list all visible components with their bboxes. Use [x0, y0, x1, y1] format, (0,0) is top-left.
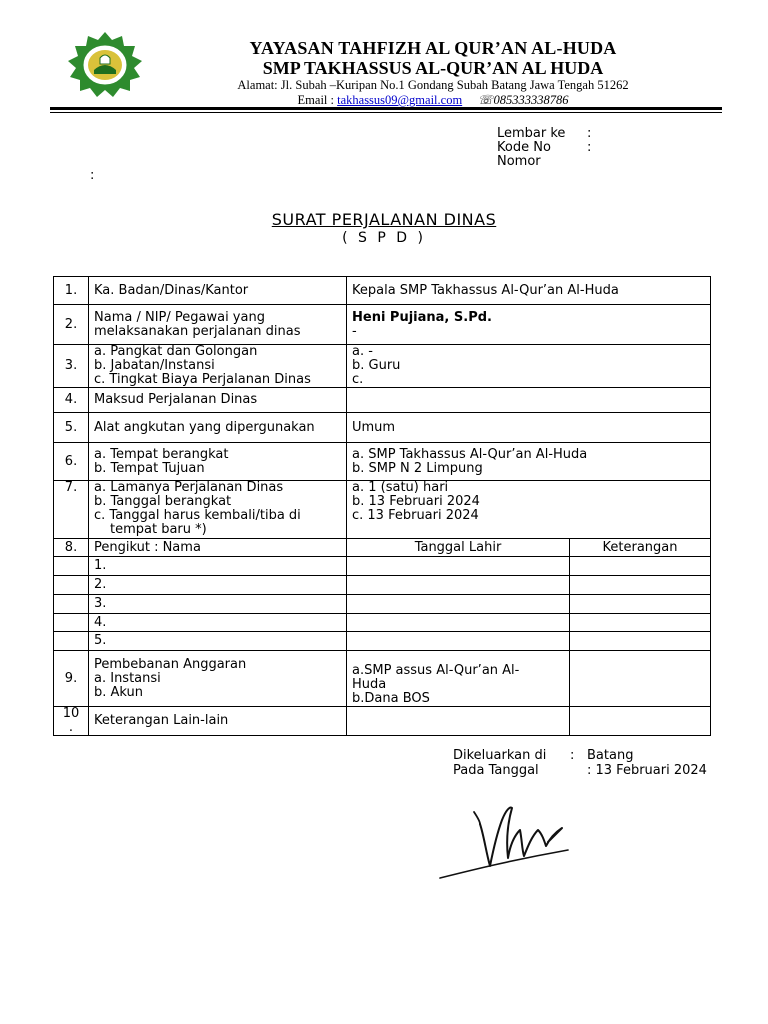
table-row	[54, 614, 711, 632]
nomor-colon: :	[90, 168, 95, 183]
table-row	[54, 595, 711, 614]
row-label-line: a. Pangkat dan Golongan	[94, 344, 258, 359]
row-label-line: tempat baru *)	[110, 522, 207, 537]
row-value-line: b. 13 Februari 2024	[352, 494, 480, 509]
row-label	[89, 443, 347, 481]
table-row	[54, 481, 711, 539]
email-label: Email :	[297, 93, 338, 107]
lembar-colon: :	[587, 126, 592, 141]
issued-place-colon: :	[570, 748, 575, 763]
traveler-nip: -	[352, 323, 357, 339]
issued-place-label: Dikeluarkan di	[453, 748, 547, 763]
row-value	[347, 388, 711, 413]
row-value: Umum	[347, 413, 711, 443]
row-number: 1.	[54, 277, 89, 305]
row-value-line: c. 13 Februari 2024	[352, 508, 479, 523]
table-row	[54, 632, 711, 651]
school-name: SMP TAKHASSUS AL-QUR’AN AL HUDA	[262, 58, 604, 78]
issued-place-value: Batang	[587, 748, 634, 763]
row-number	[54, 707, 89, 736]
row-value	[347, 481, 711, 539]
spd-table	[53, 276, 711, 736]
issued-date-value: : 13 Februari 2024	[587, 763, 707, 778]
document-subtitle: ( S P D )	[342, 230, 426, 246]
row-number: 8.	[54, 539, 89, 557]
issued-date-label: Pada Tanggal	[453, 763, 539, 778]
row-number: 3.	[54, 345, 89, 388]
row-label-line: c. Tanggal harus kembali/tiba di	[94, 508, 301, 523]
traveler-name: Heni Pujiana, S.Pd.	[352, 309, 492, 325]
row-label	[89, 305, 347, 345]
phone-number: 085333338786	[493, 93, 569, 107]
table-row	[54, 707, 711, 736]
table-row	[54, 651, 711, 707]
companion-item: 5.	[89, 632, 347, 651]
school-address: Alamat: Jl. Subah –Kuripan No.1 Gondang Subah Batang Jawa Tengah 51262	[237, 78, 629, 92]
foundation-name: YAYASAN TAHFIZH AL QUR’AN AL-HUDA	[249, 38, 617, 58]
nomor-label: Nomor	[497, 154, 541, 169]
empty-cell	[570, 595, 711, 614]
table-row	[54, 388, 711, 413]
row-label-line: a. Tempat berangkat	[94, 446, 229, 462]
row-value	[347, 305, 711, 345]
row-label-line: b. Tempat Tujuan	[94, 460, 205, 476]
kode-colon: :	[587, 140, 592, 155]
companion-item: 2.	[89, 576, 347, 595]
empty-cell	[347, 614, 570, 632]
empty-cell	[570, 614, 711, 632]
empty-cell	[570, 632, 711, 651]
row-label-line: Nama / NIP/ Pegawai yang	[94, 309, 265, 325]
table-row	[54, 557, 711, 576]
row-value-line: b. SMP N 2 Limpung	[352, 460, 483, 476]
companion-item: 3.	[89, 595, 347, 614]
column-header-birthdate: Tanggal Lahir	[347, 539, 570, 557]
empty-cell	[570, 707, 711, 736]
column-header-notes: Keterangan	[570, 539, 711, 557]
row-label	[89, 481, 347, 539]
empty-cell	[54, 614, 89, 632]
table-row	[54, 277, 711, 305]
empty-cell	[54, 557, 89, 576]
table-row	[54, 443, 711, 481]
empty-cell	[570, 576, 711, 595]
row-label-line: melaksanakan perjalanan dinas	[94, 323, 301, 339]
row-value-line: b.Dana BOS	[352, 691, 430, 706]
empty-cell	[347, 632, 570, 651]
lembar-label: Lembar ke	[497, 126, 566, 141]
header-rule-thick	[50, 107, 722, 110]
row-value	[347, 443, 711, 481]
row-label-line: b. Jabatan/Instansi	[94, 358, 215, 373]
document-title: SURAT PERJALANAN DINAS	[271, 210, 497, 229]
empty-cell	[54, 595, 89, 614]
companion-item: 1.	[89, 557, 347, 576]
empty-cell	[54, 632, 89, 651]
row-value-line: a.SMP assus Al-Qur’an Al-	[352, 663, 520, 678]
row-number: 2.	[54, 305, 89, 345]
empty-cell	[347, 707, 570, 736]
empty-cell	[570, 651, 711, 707]
empty-cell	[347, 557, 570, 576]
companion-item: 4.	[89, 614, 347, 632]
row-value-line: a. SMP Takhassus Al-Qur’an Al-Huda	[352, 446, 588, 462]
row-number: 6.	[54, 443, 89, 481]
signature	[432, 796, 574, 888]
email-link[interactable]: takhassus09@gmail.com	[337, 93, 463, 107]
row-label-line: a. Lamanya Perjalanan Dinas	[94, 480, 284, 495]
row-value-line: Huda	[352, 677, 387, 692]
row-number: 7.	[54, 481, 89, 539]
kode-label: Kode No	[497, 140, 551, 155]
row-label	[89, 651, 347, 707]
table-row	[54, 305, 711, 345]
empty-cell	[54, 576, 89, 595]
row-label-line: a. Instansi	[94, 670, 161, 686]
row-label: Ka. Badan/Dinas/Kantor	[89, 277, 347, 305]
table-row	[54, 413, 711, 443]
row-number: 5.	[54, 413, 89, 443]
contact-line	[150, 92, 716, 108]
row-label	[89, 345, 347, 388]
row-number: 4.	[54, 388, 89, 413]
row-number-line: 10	[62, 706, 80, 721]
header-rule-thin	[50, 112, 722, 113]
row-label: Maksud Perjalanan Dinas	[89, 388, 347, 413]
row-value-line: a. 1 (satu) hari	[352, 480, 449, 495]
row-label-line: Pembebanan Anggaran	[94, 656, 247, 672]
table-row	[54, 539, 711, 557]
row-value-line: c.	[352, 372, 364, 387]
empty-cell	[347, 595, 570, 614]
row-label: Pengikut : Nama	[89, 539, 347, 557]
phone-icon: ☏	[465, 93, 494, 107]
row-label: Keterangan Lain-lain	[89, 707, 347, 736]
school-logo	[60, 30, 150, 100]
empty-cell	[347, 576, 570, 595]
row-number-line: .	[68, 720, 74, 735]
table-row	[54, 345, 711, 388]
row-number: 9.	[54, 651, 89, 707]
row-value: Kepala SMP Takhassus Al-Qur’an Al-Huda	[347, 277, 711, 305]
row-value-line: a. -	[352, 344, 373, 359]
row-label-line: b. Tanggal berangkat	[94, 494, 232, 509]
empty-cell	[570, 557, 711, 576]
row-label: Alat angkutan yang dipergunakan	[89, 413, 347, 443]
table-row	[54, 576, 711, 595]
row-label-line: b. Akun	[94, 684, 144, 700]
row-value-line: b. Guru	[352, 358, 401, 373]
row-value	[347, 651, 570, 707]
row-label-line: c. Tingkat Biaya Perjalanan Dinas	[94, 372, 311, 387]
row-value	[347, 345, 711, 388]
